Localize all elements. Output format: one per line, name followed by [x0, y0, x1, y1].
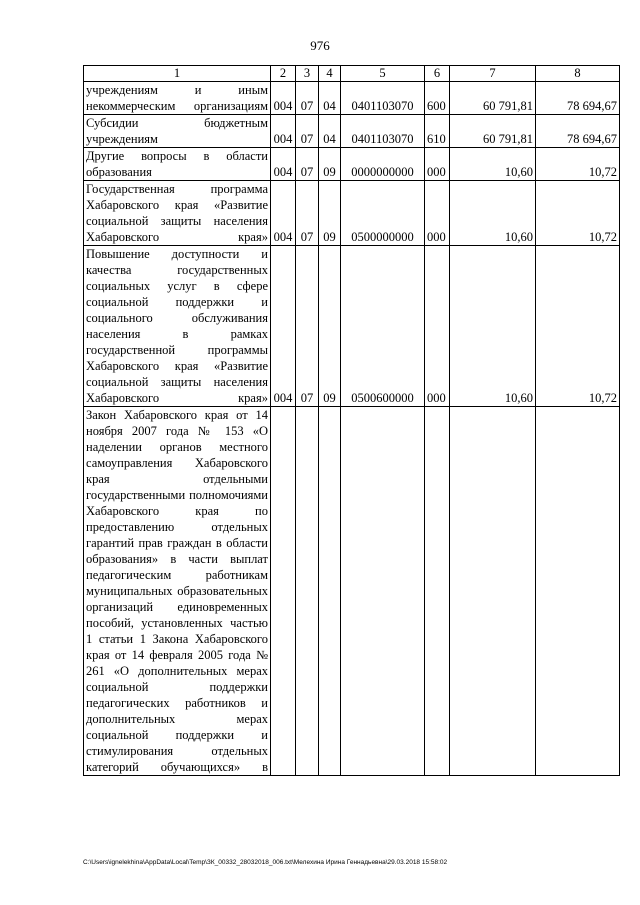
row-expense-type: 000 [425, 246, 450, 407]
column-header: 8 [536, 66, 620, 82]
row-name: Закон Хабаровского края от 14 ноября 2007 года № 153 «О наделении органов местного самоуправления Хабаровского края отдельными государственными полномочиями Хабаровского края по предоставлению отдельных гарантий прав граждан в области образования» в части выплат педагогическим работникам муниципальных образовательных организаций единовременных пособий, установленных частью 1 статьи 1 Закона Хабаровского края от 14 февраля 2005 года № 261 «О дополнительных мерах социальной поддержки педагогических работников и дополнительных мерах социальной поддержки и стимулирования отдельных категорий обучающихся» в [84, 407, 271, 776]
row-target-article: 0401103070 [341, 82, 425, 115]
row-amount-2: 10,72 [536, 246, 620, 407]
row-section: 07 [296, 181, 319, 246]
row-amount-1 [450, 407, 536, 776]
row-expense-type: 610 [425, 115, 450, 148]
row-subsection: 09 [319, 181, 341, 246]
row-section: 07 [296, 148, 319, 181]
row-subsection: 09 [319, 148, 341, 181]
row-name: Другие вопросы в области образования [84, 148, 271, 181]
page-number: 976 [310, 38, 330, 53]
row-target-article: 0500600000 [341, 246, 425, 407]
column-header: 3 [296, 66, 319, 82]
row-expense-type: 600 [425, 82, 450, 115]
column-header: 2 [271, 66, 296, 82]
row-code: 004 [271, 148, 296, 181]
column-header: 7 [450, 66, 536, 82]
row-target-article [341, 407, 425, 776]
table-row [84, 407, 620, 776]
row-section: 07 [296, 246, 319, 407]
table-row [84, 82, 620, 115]
row-expense-type: 000 [425, 148, 450, 181]
row-amount-2: 78 694,67 [536, 115, 620, 148]
row-section [296, 407, 319, 776]
table-header [84, 66, 620, 82]
row-amount-2: 78 694,67 [536, 82, 620, 115]
row-target-article: 0401103070 [341, 115, 425, 148]
table-row [84, 181, 620, 246]
row-section: 07 [296, 82, 319, 115]
row-name: Субсидии бюджетным учреждениям [84, 115, 271, 148]
row-target-article: 0500000000 [341, 181, 425, 246]
row-target-article: 0000000000 [341, 148, 425, 181]
column-header: 6 [425, 66, 450, 82]
table-row [84, 148, 620, 181]
header-row [84, 66, 620, 82]
row-amount-2: 10,72 [536, 148, 620, 181]
table-row [84, 115, 620, 148]
row-expense-type [425, 407, 450, 776]
column-header: 5 [341, 66, 425, 82]
row-code: 004 [271, 115, 296, 148]
row-amount-1: 60 791,81 [450, 82, 536, 115]
row-subsection: 09 [319, 246, 341, 407]
column-header: 1 [84, 66, 271, 82]
row-amount-2 [536, 407, 620, 776]
row-code: 004 [271, 181, 296, 246]
column-header: 4 [319, 66, 341, 82]
row-amount-1: 60 791,81 [450, 115, 536, 148]
row-name: учреждениям и иным некоммерческим организациям [84, 82, 271, 115]
row-code [271, 407, 296, 776]
row-amount-1: 10,60 [450, 148, 536, 181]
row-amount-1: 10,60 [450, 181, 536, 246]
row-code: 004 [271, 246, 296, 407]
row-amount-2: 10,72 [536, 181, 620, 246]
row-section: 07 [296, 115, 319, 148]
row-name: Государственная программа Хабаровского края «Развитие социальной защиты населения Хабаровского края» [84, 181, 271, 246]
file-path-footer: C:\Users\ignelekhina\AppData\Local\Temp\ЗК_00332_28032018_006.txt\Мелехина Ирина Геннадьевна\29.03.2018 15:58:02 [83, 859, 448, 866]
row-expense-type: 000 [425, 181, 450, 246]
row-code: 004 [271, 82, 296, 115]
row-subsection: 04 [319, 82, 341, 115]
budget-table [83, 65, 620, 776]
table-row [84, 246, 620, 407]
row-subsection [319, 407, 341, 776]
row-subsection: 04 [319, 115, 341, 148]
row-amount-1: 10,60 [450, 246, 536, 407]
row-name: Повышение доступности и качества государственных социальных услуг в сфере социальной поддержки и социального обслуживания населения в рамках государственной программы Хабаровского края «Развитие социальной защиты населения Хабаровского края» [84, 246, 271, 407]
